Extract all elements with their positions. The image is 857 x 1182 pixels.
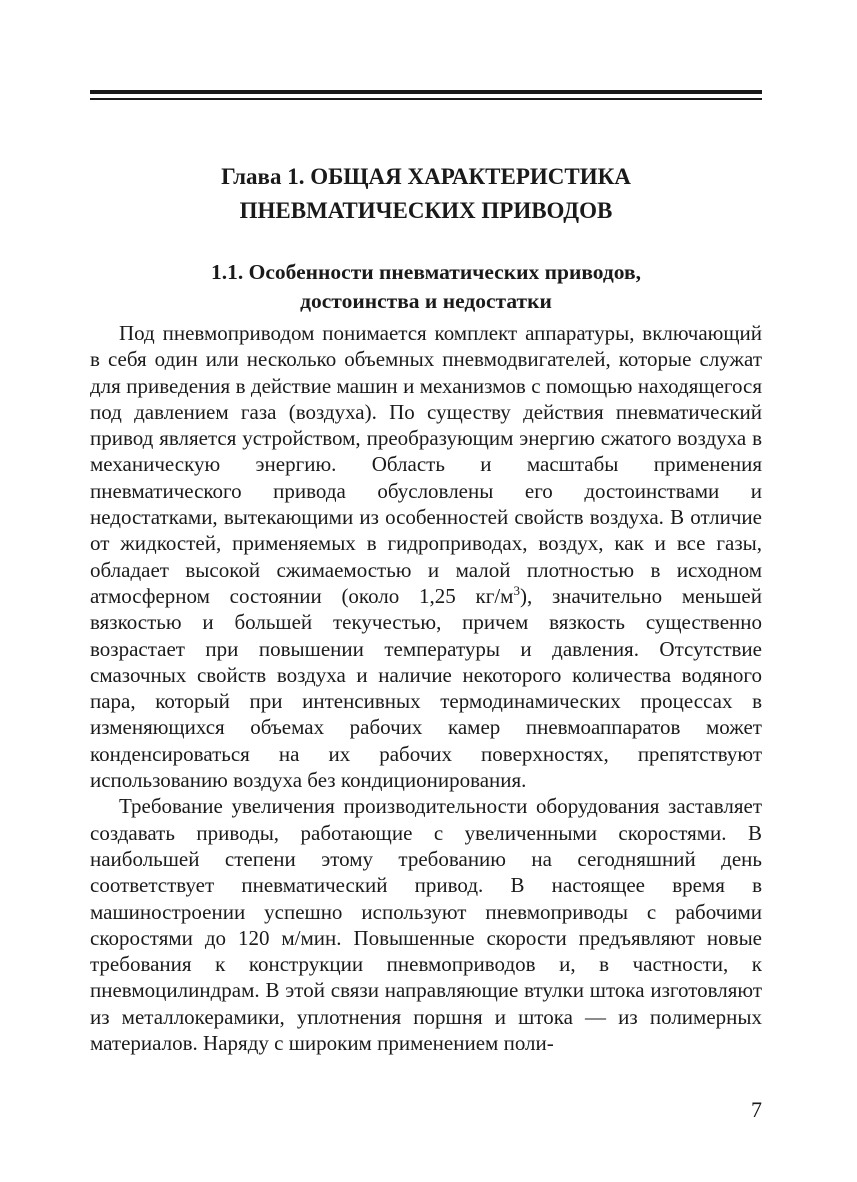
paragraph-1 bbox=[90, 320, 762, 793]
paragraph-1-part-2: ), значительно меньшей вязкостью и большей текучестью, причем вязкость существенно возрастает при повышении температуры и давления. Отсутствие смазочных свойств воздуха и наличие некоторого количества водяного пара, который при интенсивных термодинамических процессах в изменяющихся объемах рабочих камер пневмоаппаратов может конденсироваться на их рабочих поверхностях, препятствуют использованию воздуха без кондиционирования. bbox=[90, 583, 762, 793]
superscript-cubed: 3 bbox=[513, 582, 520, 598]
chapter-title bbox=[90, 160, 762, 228]
paragraph-2: Требование увеличения производительности оборудования заставляет создавать приводы, работающие с увеличенными скоростями. В наибольшей степени этому требованию на сегодняшний день соответствует пневматический привод. В настоящее время в машиностроении успешно используют пневмоприводы с рабочими скоростями до 120 м/мин. Повышенные скорости предъявляют новые требования к конструкции пневмоприводов и, в частности, к пневмоцилиндрам. В этой связи направляющие втулки штока изготовляют из металлокерамики, уплотнения поршня и штока — из полимерных материалов. Наряду с широким применением поли- bbox=[90, 794, 762, 1056]
section-title-line-1: 1.1. Особенности пневматических приводов, bbox=[210, 260, 642, 284]
chapter-title-line-1: Глава 1. ОБЩАЯ ХАРАКТЕРИСТИКА bbox=[221, 164, 631, 189]
section-title-line-2: достоинства и недостатки bbox=[300, 289, 552, 313]
header-rule-thin bbox=[90, 98, 762, 100]
section-title bbox=[90, 258, 762, 316]
chapter-title-line-2: ПНЕВМАТИЧЕСКИХ ПРИВОДОВ bbox=[239, 198, 613, 223]
paragraph-1-part-1: Под пневмоприводом понимается комплект аппаратуры, включающий в себя один или несколько объемных пневмодвигателей, которые служат для приведения в действие машин и механизмов с помощью находящегося под давлением газа (воздуха). По существу действия пневматический привод является устройством, преобразующим энергию сжатого воздуха в механическую энергию. Область и масштабы применения пневматического привода обусловлены его достоинствами и недостатками, вытекающими из особенностей свойств воздуха. В отличие от жидкостей, применяемых в гидроприводах, воздух, как и все газы, обладает высокой сжимаемостью и малой плотностью в исходном атмосферном состоянии (около 1,25 кг/м bbox=[90, 321, 762, 608]
header-rule-thick bbox=[90, 90, 762, 94]
page-number: 7 bbox=[751, 1097, 762, 1122]
body-text bbox=[90, 320, 762, 1056]
